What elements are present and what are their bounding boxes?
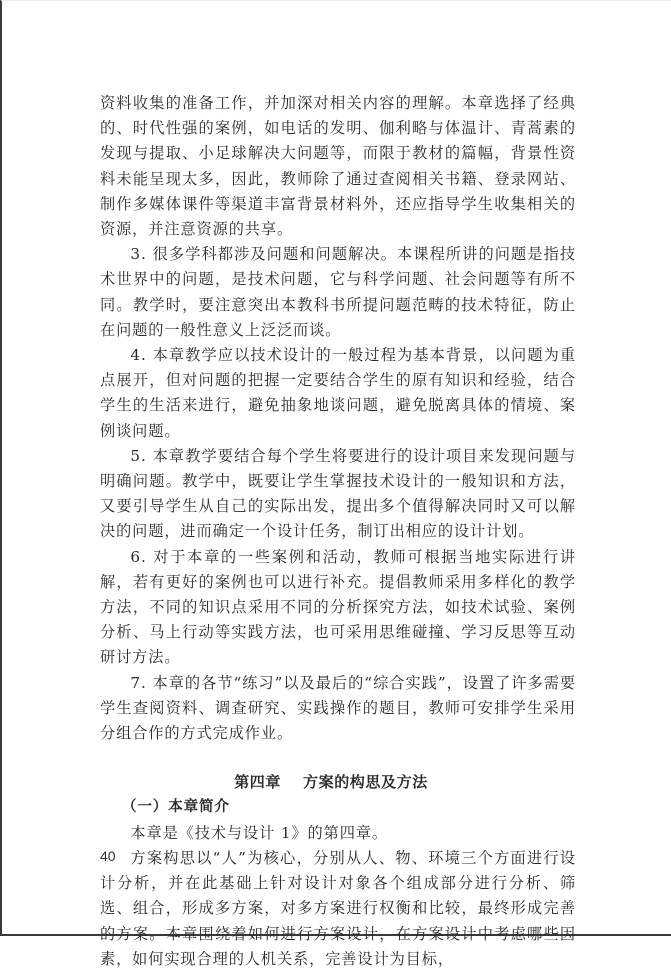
paragraph-intro: 本章是《技术与设计 1》的第四章。	[130, 823, 388, 842]
chapter-heading	[100, 770, 576, 795]
paragraph-item-6: 6. 对于本章的一些案例和活动，教师可根据当地实际进行讲解，若有更好的案例也可以进行补充。提倡教师采用多样化的教学方法，不同的知识点采用不同的分析探究方法，如技术试验、案例分析、马上行动等实践方法，也可采用思维碰撞、学习反思等互动研讨方法。	[100, 547, 576, 667]
paragraph-item-5: 5. 本章教学要结合每个学生将要进行的设计项目来发现问题与明确问题。教学中，既要让学生掌握技术设计的一般知识和方法，又要引导学生从自己的实际出发，提出多个值得解决同时又可以解决的问题，进而确定一个设计任务，制订出相应的设计计划。	[100, 446, 576, 541]
paragraph-overview: 方案构思以“人”为核心，分别从人、物、环境三个方面进行设计分析，并在此基础上针对设计对象各个组成部分进行分析、筛选、组合，形成多方案，对多方案进行权衡和比较，最终形成完善的方案。本章围绕着如何进行方案设计，在方案设计中考虑哪些因素，如何实现合理的人机关系，完善设计为目标，	[100, 848, 576, 968]
page-number: 40	[100, 848, 116, 864]
section-heading: （一）本章简介	[122, 799, 230, 816]
chapter-number: 第四章	[234, 773, 281, 792]
paragraph-continuation: 资料收集的准备工作，并加深对相关内容的理解。本章选择了经典的、时代性强的案例，如电话的发明、伽利略与体温计、青蒿素的发现与提取、小足球解决大问题等，而限于教材的篇幅，背景性资料未能呈现太多，因此，教师除了通过查阅相关书籍、登录网站、制作多媒体课件等渠道丰富背景材料外，还应指导学生收集相关的资源，并注意资源的共享。	[100, 94, 576, 239]
page-body	[100, 91, 576, 972]
paragraph-item-7: 7. 本章的各节“练习”以及最后的“综合实践”，设置了许多需要学生查阅资料、调查研究、实践操作的题目，教师可安排学生采用分组合作的方式完成作业。	[100, 673, 576, 743]
paragraph-item-3: 3. 很多学科都涉及问题和问题解决。本课程所讲的问题是指技术世界中的问题，是技术问题，它与科学问题、社会问题等有所不同。教学时，要注意突出本教科书所提问题范畴的技术特征，防止在问题的一般性意义上泛泛而谈。	[100, 245, 576, 339]
paragraph-item-4: 4. 本章教学应以技术设计的一般过程为基本背景，以问题为重点展开，但对问题的把握一定要结合学生的原有知识和经验，结合学生的生活来进行，避免抽象地谈问题，避免脱离具体的情境、案例谈问题。	[100, 346, 576, 440]
chapter-title: 方案的构思及方法	[303, 773, 428, 792]
